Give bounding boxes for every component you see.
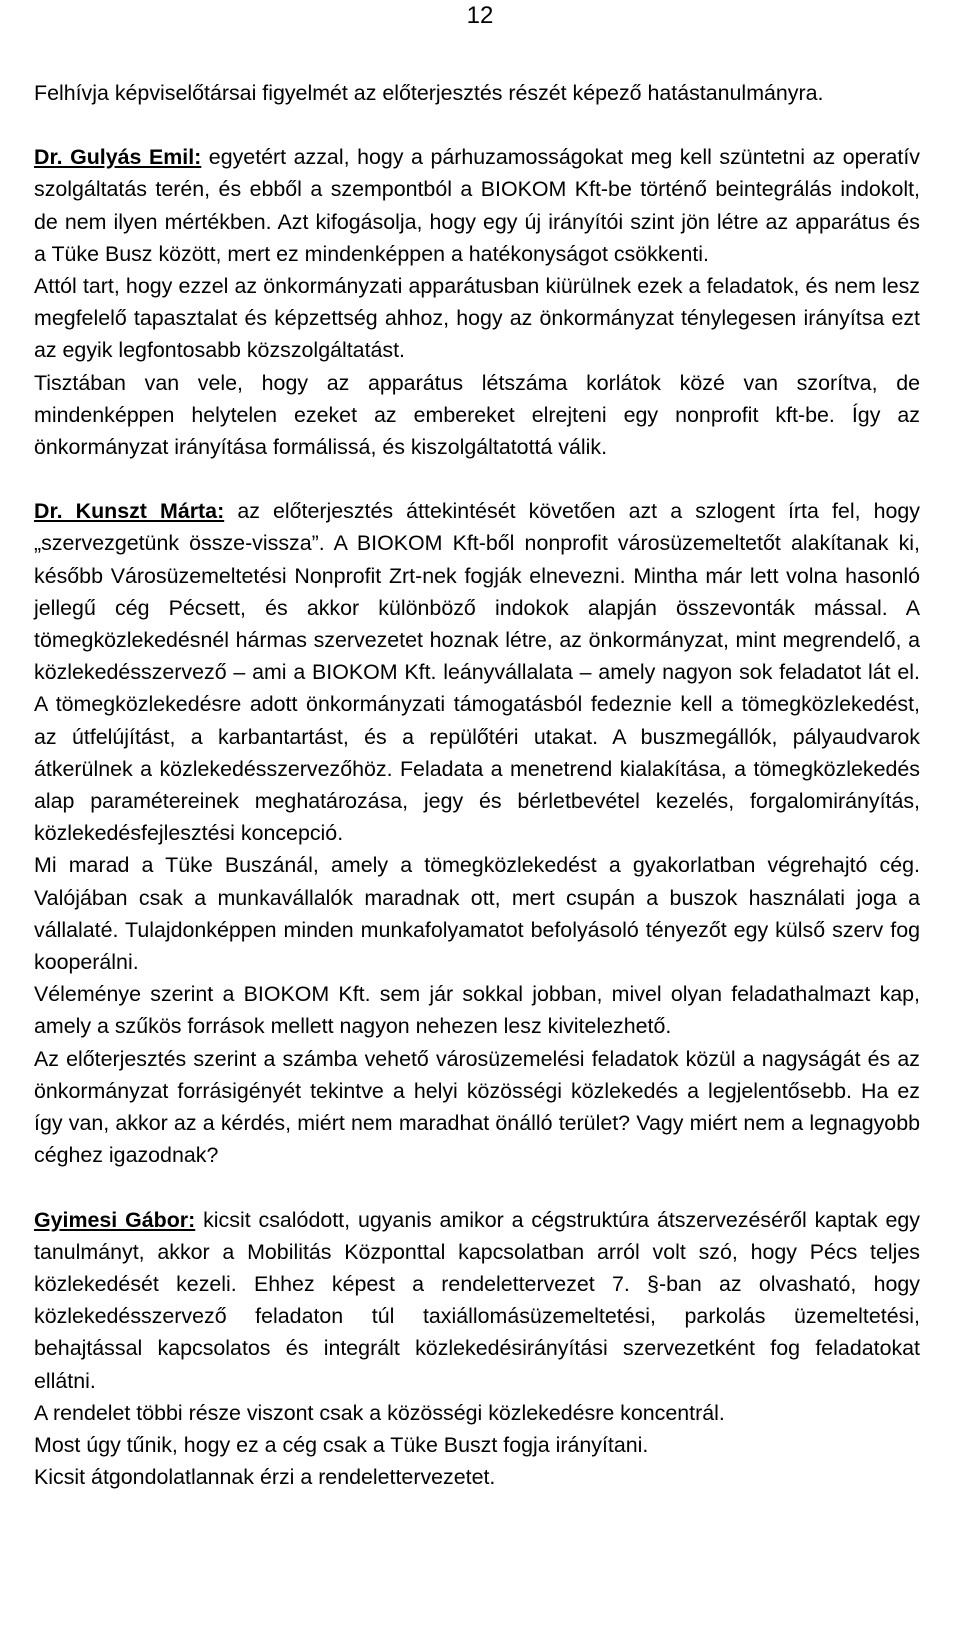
paragraph-text: Az előterjesztés szerint a számba vehető városüzemelési feladatok közül a nagyságát és az önkormányzat forrásigényét tekintve a helyi közösségi közlekedés a legjelentősebb. Ha ez így van, akkor az a kérdés, miért nem maradhat önálló terület? Vagy miért nem a legnagyobb céghez igazodnak? bbox=[34, 1046, 920, 1168]
paragraph-text: Véleménye szerint a BIOKOM Kft. sem jár sokkal jobban, mivel olyan feladathalmazt kap, amely a szűkös források mellett nagyon nehezen lesz kivitelezhető. bbox=[34, 982, 920, 1039]
paragraph-biokom bbox=[34, 978, 920, 1042]
paragraph-hatastanulmany bbox=[34, 77, 920, 109]
paragraph-text: Mi marad a Tüke Buszánál, amely a tömegközlekedést a gyakorlatban végrehajtó cég. Valójában csak a munkavállalók maradnak ott, mert csupán a buszok használati joga a vállalaté. Tulajdonképpen minden munkafolyamatot befolyásoló tényezőt egy külső szerv fog kooperálni. bbox=[34, 853, 920, 975]
paragraph-text: kicsit csalódott, ugyanis amikor a cégstruktúra átszervezéséről kaptak egy tanulmányt, akkor a Mobilitás Központtal kapcsolatban arról volt szó, hogy Pécs teljes közlekedését kezeli. Ehhez képest a rendelettervezet 7. §-ban az olvasható, hogy közlekedésszervező feladaton túl taxiállomásüzemeltetési, parkolás üzemeltetési, behajtással kapcsolatos és integrált közlekedésirányítási szervezetként fog feladatokat ellátni. bbox=[34, 1207, 920, 1393]
paragraph-text: Kicsit átgondolatlannak érzi a rendelettervezetet. bbox=[34, 1465, 496, 1490]
paragraph-attol-tart bbox=[34, 270, 920, 367]
paragraph-most-ugy-tunik bbox=[34, 1429, 920, 1461]
paragraph-gulyas-emil bbox=[34, 141, 920, 270]
paragraph-text: Tisztában van vele, hogy az apparátus létszáma korlátok közé van szorítva, de mindenképpen helytelen ezeket az embereket elrejteni egy nonprofit kft-be. Így az önkormányzat irányítása formálissá, és kiszolgáltatottá válik. bbox=[34, 370, 920, 460]
paragraph-tuke-busz bbox=[34, 849, 920, 978]
paragraph-text: Most úgy tűnik, hogy ez a cég csak a Tüke Buszt fogja irányítani. bbox=[34, 1432, 649, 1457]
paragraph-rendelet-tobbi bbox=[34, 1397, 920, 1429]
page-number: 12 bbox=[466, 2, 494, 29]
paragraph-text: az előterjesztés áttekintését követően azt a szlogent írta fel, hogy „szervezgetünk össze-vissza”. A BIOKOM Kft-ből nonprofit városüzemeltetőt alakítanak ki, később Városüzemeltetési Nonprofit Zrt-nek fogják elnevezni. Mintha már lett volna hasonló jellegű cég Pécsett, és akkor különböző indokok alapján összevonták mással. A tömegközlekedésnél hármas szervezetet hoznak létre, az önkormányzat, mint megrendelő, a közlekedésszervező – ami a BIOKOM Kft. leányvállalata – amely nagyon sok feladatot lát el. A tömegközlekedésre adott önkormányzati támogatásból fedeznie kell a tömegközlekedést, az útfelújítást, a karbantartást, és a repülőtéri utakat. A buszmegállók, pályaudvarok átkerülnek a közlekedésszervezőhöz. Feladata a menetrend kialakítása, a tömegközlekedés alap paramétereinek meghatározása, jegy és bérletbevétel kezelés, forgalomirányítás, közlekedésfejlesztési koncepció. bbox=[34, 499, 921, 846]
speaker-name: Gyimesi Gábor: bbox=[34, 1207, 196, 1232]
speaker-name: Dr. Gulyás Emil: bbox=[34, 145, 202, 170]
paragraph-text: egyetért azzal, hogy a párhuzamosságokat meg kell szüntetni az operatív szolgáltatás terén, és ebből a szempontból a BIOKOM Kft-be történő beintegrálás indokolt, de nem ilyen mértékben. Azt kifogásolja, hogy egy új irányítói szint jön létre az apparátus és a Tüke Busz között, mert ez mindenképpen a hatékonyságot csökkenti. bbox=[34, 145, 920, 266]
paragraph-varosuzemelesi bbox=[34, 1043, 920, 1172]
paragraph-gyimesi-gabor bbox=[34, 1204, 920, 1397]
paragraph-text: A rendelet többi része viszont csak a közösségi közlekedésre koncentrál. bbox=[34, 1400, 725, 1425]
speaker-name: Dr. Kunszt Márta: bbox=[34, 499, 225, 524]
document-body bbox=[34, 77, 920, 1493]
paragraph-text: Attól tart, hogy ezzel az önkormányzati apparátusban kiürülnek ezek a feladatok, és nem lesz megfelelő tapasztalat és képzettség ahhoz, hogy az önkormányzat ténylegesen irányítsa ezt az egyik legfontosabb közszolgáltatást. bbox=[34, 274, 920, 363]
paragraph-kunszt-marta bbox=[34, 495, 920, 849]
paragraph-text: Felhívja képviselőtársai figyelmét az előterjesztés részét képező hatástanulmányra. bbox=[34, 81, 824, 105]
paragraph-tisztaban bbox=[34, 367, 920, 464]
paragraph-atgondolatlan bbox=[34, 1461, 920, 1493]
